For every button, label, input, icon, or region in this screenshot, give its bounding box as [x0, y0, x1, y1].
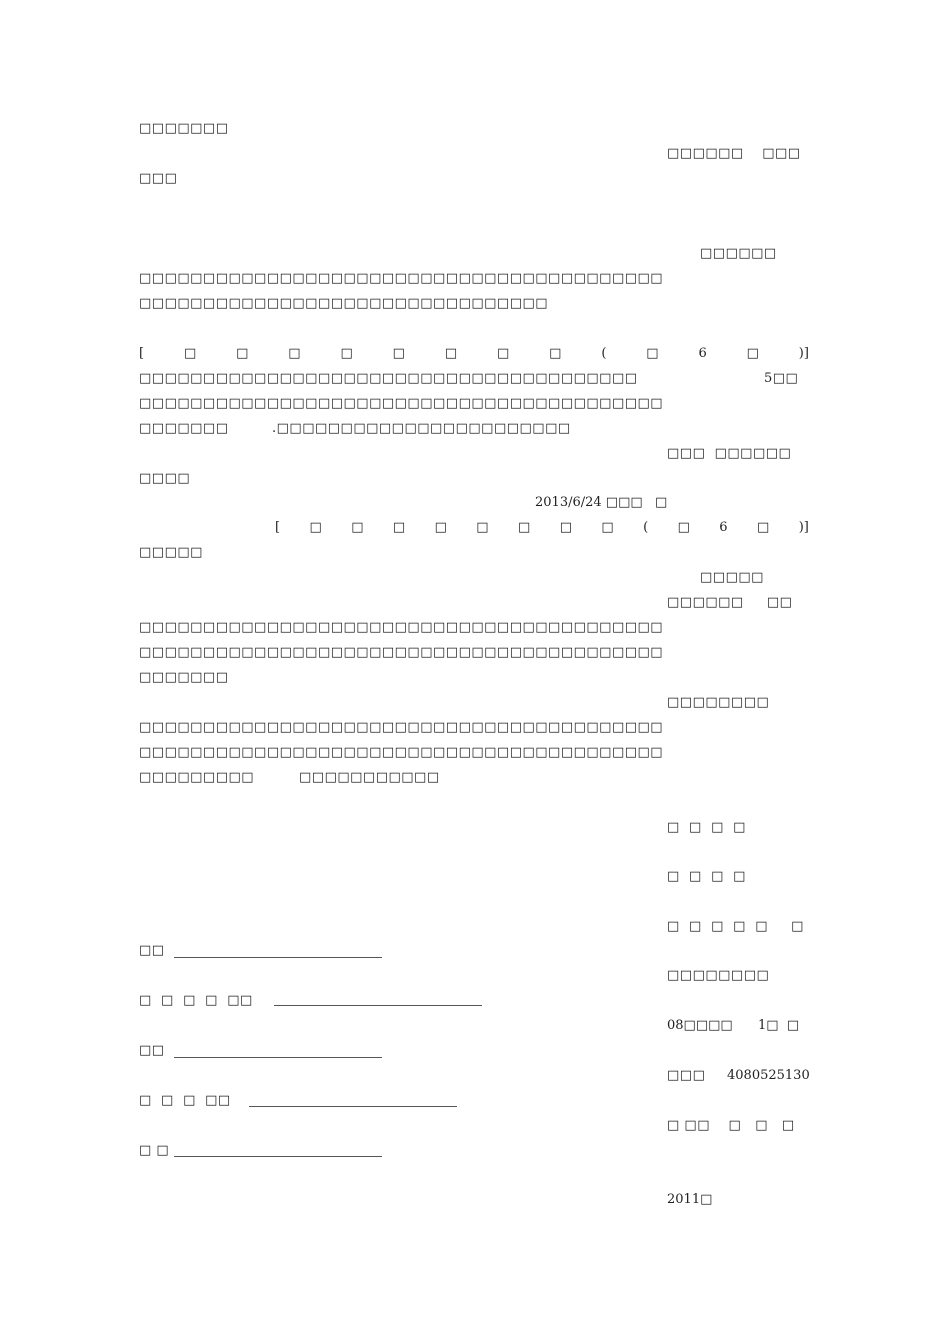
paragraph-line: □□□□□□□□□□□□□□□□□□□□□□□□□□□□□□□□□□□□□□□□□ [139, 620, 664, 635]
info-line: □□□ [667, 1068, 706, 1083]
paragraph-line: □□□□□□□□□□□ [299, 770, 440, 785]
paragraph-line: □□□□□□□ [139, 670, 229, 685]
paragraph-line: □□□□□□□□□□□□□□□□□□□□□□□□□□□□□□□□□□□□□□□□□ [139, 745, 664, 760]
info-line: □ □ □ □ [667, 820, 746, 835]
paragraph-line: □□□□□□□□□ [139, 770, 255, 785]
paragraph-line: □□□□□□□□□□□□□□□□□□□□□□□□□□□□□□□□□□□□□□□□□ [139, 396, 664, 411]
blank-field[interactable] [274, 1005, 482, 1006]
form-label: □ □ [139, 1143, 170, 1158]
paragraph-line: 5□□ [764, 371, 799, 386]
paragraph-line: □□□□□□□□□□□□□□□□□□□□□□□□□□□□□□□□□□□□□□□□□ [139, 645, 664, 660]
text-line: □□□□ [139, 471, 191, 486]
text-line: □□□□□ [139, 545, 203, 560]
text-line: □□□□□□ □□ [667, 595, 793, 610]
blank-field[interactable] [174, 1156, 382, 1157]
text-line: □□□ □□□□□□ [667, 446, 792, 461]
paragraph-line: □□□□□□□ [139, 421, 229, 436]
blank-field[interactable] [249, 1106, 457, 1107]
paragraph-line: □□□□□□□□□□□□□□□□□□□□□□□□□□□□□□□□□□□□□□□□□ [139, 271, 664, 286]
form-label: □ □ □ □□ [139, 1093, 231, 1108]
blank-field[interactable] [174, 957, 382, 958]
section-heading: □□□□□□□□ [667, 695, 770, 710]
form-label: □□ [139, 943, 165, 958]
blank-field[interactable] [174, 1057, 382, 1058]
bracket-line: [ □ □ □ □ □ □ □ □ ( □ 6 □ )] [275, 520, 809, 535]
form-label: □ □ □ □ □□ [139, 993, 253, 1008]
paragraph-line: □□□□□□□□□□□□□□□□□□□□□□□□□□□□□□□□□□□□□□□□□ [139, 720, 664, 735]
paragraph-line: □□□□□□□□□□□□□□□□□□□□□□□□□□□□□□□□□□□□□□□ [139, 371, 638, 386]
form-label: □□ [139, 1043, 165, 1058]
text-line: □□□ [139, 171, 178, 186]
section-heading: □□□□□ [700, 570, 764, 585]
text-line: □□□□□□□ [139, 121, 229, 136]
paragraph-line: □□□□□□□□□□□□□□□□□□□□□□□□□□□□□□□□ [139, 296, 549, 311]
date-line: 2013/6/24 □□□ □ [535, 495, 668, 510]
info-line: □ □ □ □ □ □ [667, 919, 804, 934]
phone-number: 4080525130 [727, 1068, 810, 1083]
info-line: □□□□□□□□ [667, 968, 770, 983]
paragraph-line: .□□□□□□□□□□□□□□□□□□□□□□□ [272, 421, 571, 436]
info-line: 1□ □ [758, 1018, 800, 1033]
text-line: □□□□□□ □□□ [667, 146, 801, 161]
info-line: □ □ □ □ [667, 869, 746, 884]
info-line: □ □□ □ □ □ [667, 1118, 795, 1133]
year-line: 2011□ [667, 1192, 713, 1207]
bracket-line: [ □ □ □ □ □ □ □ □ ( □ 6 □ )] [139, 346, 809, 361]
section-heading: □□□□□□ [700, 246, 777, 261]
info-line: 08□□□□ [667, 1018, 733, 1033]
